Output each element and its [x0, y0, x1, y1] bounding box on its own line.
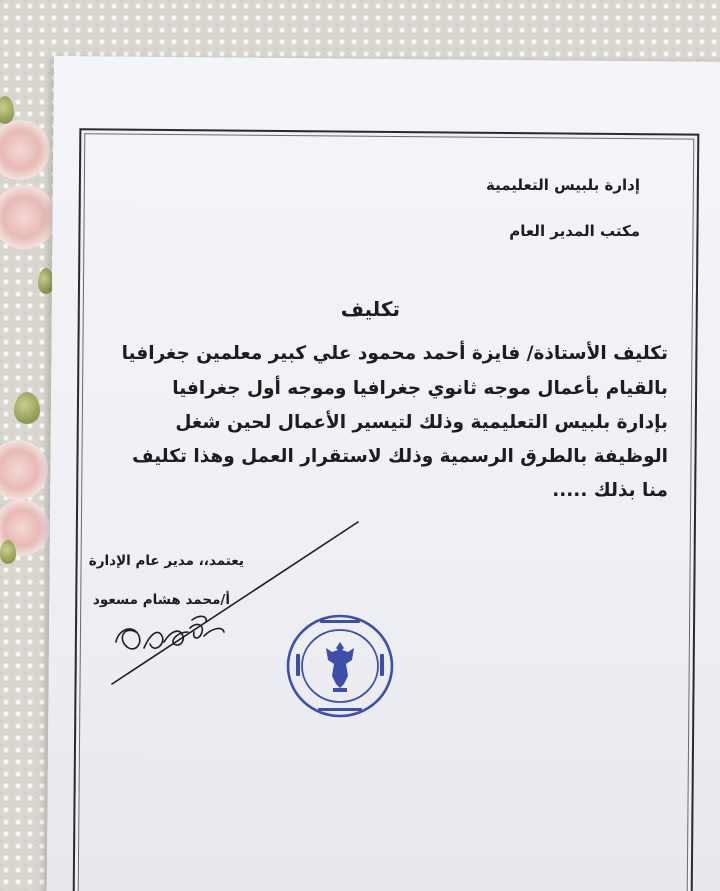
approval-line: يعتمد،، مدير عام الإدارة: [88, 553, 244, 569]
header-office: مكتب المدير العام: [509, 222, 640, 240]
document-border-frame: [72, 128, 699, 891]
header-directorate: إدارة بلبيس التعليمية: [485, 176, 640, 194]
body-line-1: تكليف الأستاذة/ فايزة أحمد محمود علي كبير معلمين جغرافيا: [121, 343, 668, 364]
body-line-3: بإدارة بلبيس التعليمية وذلك لتيسير الأعمال لحين شغل: [175, 412, 668, 433]
body-line-2: بالقيام بأعمال موجه ثانوي جغرافيا وموجه أول جغرافيا: [172, 378, 668, 399]
body-line-5: منا بذلك .....: [552, 480, 668, 501]
official-seal-stamp: [282, 614, 402, 724]
document-title: تكليف: [340, 297, 400, 321]
signatory-name: أ/محمد هشام مسعود: [92, 592, 230, 608]
leaf-decoration: [0, 540, 16, 564]
leaf-decoration: [14, 392, 40, 424]
body-line-4: الوظيفة بالطرق الرسمية وذلك لاستقرار العمل وهذا تكليف: [132, 446, 668, 467]
